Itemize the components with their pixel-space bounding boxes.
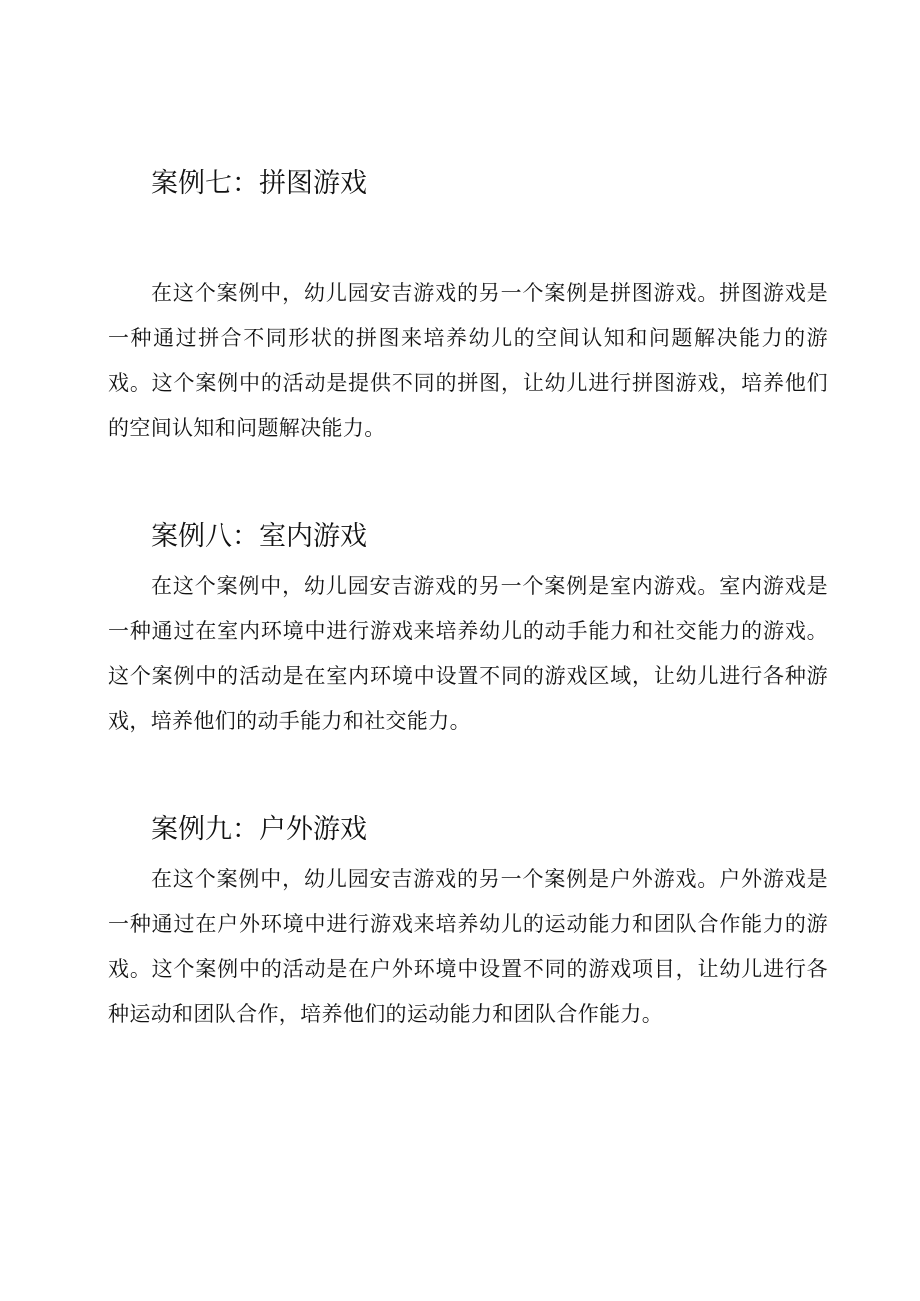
section-heading: 案例八：室内游戏 [151, 521, 367, 552]
case-section-9 [108, 813, 828, 1037]
case-section-7 [108, 167, 828, 451]
section-heading: 案例七：拼图游戏 [151, 168, 367, 199]
section-heading: 案例九：户外游戏 [151, 814, 367, 845]
case-section-8 [108, 520, 828, 744]
section-paragraph: 在这个案例中，幼儿园安吉游戏的另一个案例是室内游戏。室内游戏是一种通过在室内环境中进行游戏来培养幼儿的动手能力和社交能力的游戏。这个案例中的活动是在室内环境中设置不同的游戏区域，让幼儿进行各种游戏，培养他们的动手能力和社交能力。 [108, 574, 828, 733]
section-paragraph: 在这个案例中，幼儿园安吉游戏的另一个案例是户外游戏。户外游戏是一种通过在户外环境中进行游戏来培养幼儿的运动能力和团队合作能力的游戏。这个案例中的活动是在户外环境中设置不同的游戏项目，让幼儿进行各种运动和团队合作，培养他们的运动能力和团队合作能力。 [108, 867, 828, 1026]
section-paragraph: 在这个案例中，幼儿园安吉游戏的另一个案例是拼图游戏。拼图游戏是一种通过拼合不同形状的拼图来培养幼儿的空间认知和问题解决能力的游戏。这个案例中的活动是提供不同的拼图，让幼儿进行拼图游戏，培养他们的空间认知和问题解决能力。 [108, 281, 828, 440]
